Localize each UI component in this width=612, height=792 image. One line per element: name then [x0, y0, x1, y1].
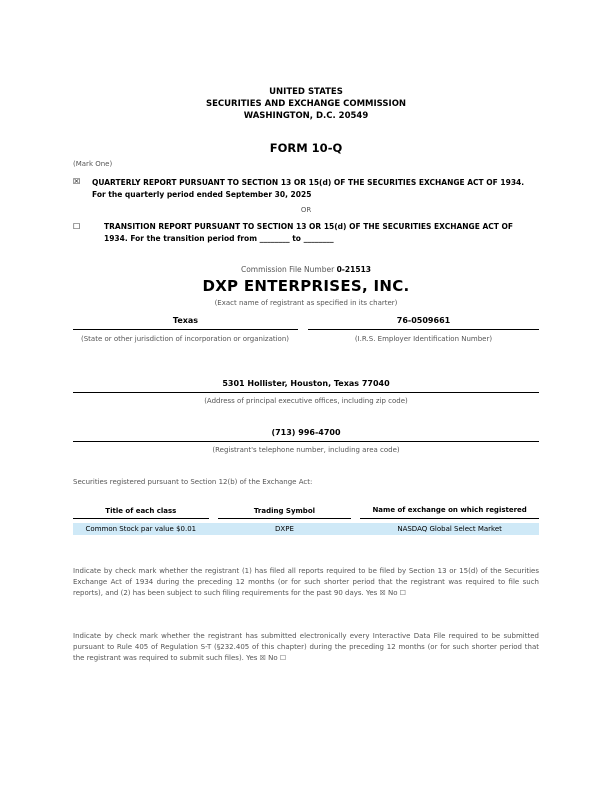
state-rule — [73, 329, 298, 330]
ein-value: 76-0509661 — [396, 316, 451, 325]
commission-value: 0-21513 — [336, 265, 372, 274]
phone-rule — [73, 441, 539, 442]
phone-caption: (Registrant's telephone number, including area code) — [212, 446, 400, 454]
state-caption: (State or other jurisdiction of incorporation or organization) — [81, 335, 289, 343]
company-name: DXP ENTERPRISES, INC. — [202, 277, 410, 295]
commission-label: Commission File Number — [240, 265, 335, 274]
quarterly-line-1: QUARTERLY REPORT PURSUANT TO SECTION 13 OR 15(d) OF THE SECURITIES EXCHANGE ACT OF 1934. — [92, 178, 525, 187]
header-line-2: SECURITIES AND EXCHANGE COMMISSION — [205, 99, 407, 109]
paragraph-interactive-data: Indicate by check mark whether the registrant has submitted electronically every Interactive Data File required to be submitted pursuant to Rule 405 of Regulation S-T (§232.405 of this chapter) during the preceding 12 months (or for such shorter period that the registrant was required to submit such files). Yes ☒ No ☐ — [73, 632, 539, 662]
quarterly-line-2: For the quarterly period ended September 30, 2025 — [92, 190, 312, 199]
ein-caption: (I.R.S. Employer Identification Number) — [354, 335, 493, 343]
header-trading-symbol: Trading Symbol — [218, 505, 351, 519]
address-caption: (Address of principal executive offices, including zip code) — [204, 397, 408, 405]
form-title: FORM 10-Q — [269, 141, 343, 155]
company-caption: (Exact name of registrant as specified in its charter) — [214, 299, 398, 307]
mark-one: (Mark One) — [73, 160, 113, 168]
quarterly-checkbox[interactable]: ☒ — [73, 177, 81, 186]
header-line-3: WASHINGTON, D.C. 20549 — [243, 111, 369, 121]
securities-intro: Securities registered pursuant to Section 12(b) of the Exchange Act: — [73, 478, 313, 486]
row-symbol: DXPE — [218, 523, 351, 535]
header-line-1: UNITED STATES — [269, 87, 343, 97]
transition-line-1: TRANSITION REPORT PURSUANT TO SECTION 13 OR 15(d) OF THE SECURITIES EXCHANGE ACT OF — [104, 222, 513, 231]
header-title-of-class: Title of each class — [73, 505, 209, 519]
paragraph-filing-requirements: Indicate by check mark whether the registrant (1) has filed all reports required to be filed by Section 13 or 15(d) of the Securities Exchange Act of 1934 during the preceding 12 months (or for such shorter period that the registrant was required to file such reports), and (2) has been subject to such filing requirements for the past 90 days. Yes ☒ No ☐ — [73, 567, 539, 597]
securities-table — [73, 505, 539, 535]
ein-rule — [308, 329, 539, 330]
transition-line-2: 1934. For the transition period from ________ to ________ — [104, 234, 334, 243]
address-rule — [73, 392, 539, 393]
header-exchange: Name of exchange on which registered — [360, 505, 539, 519]
transition-checkbox[interactable]: ☐ — [73, 222, 81, 231]
row-class: Common Stock par value $0.01 — [73, 523, 209, 535]
row-exchange: NASDAQ Global Select Market — [360, 523, 539, 535]
state-value: Texas — [172, 316, 199, 325]
or-divider: OR — [300, 206, 312, 214]
commission-file-number — [0, 265, 612, 274]
address-value: 5301 Hollister, Houston, Texas 77040 — [222, 379, 390, 388]
phone-value: (713) 996-4700 — [271, 428, 341, 437]
